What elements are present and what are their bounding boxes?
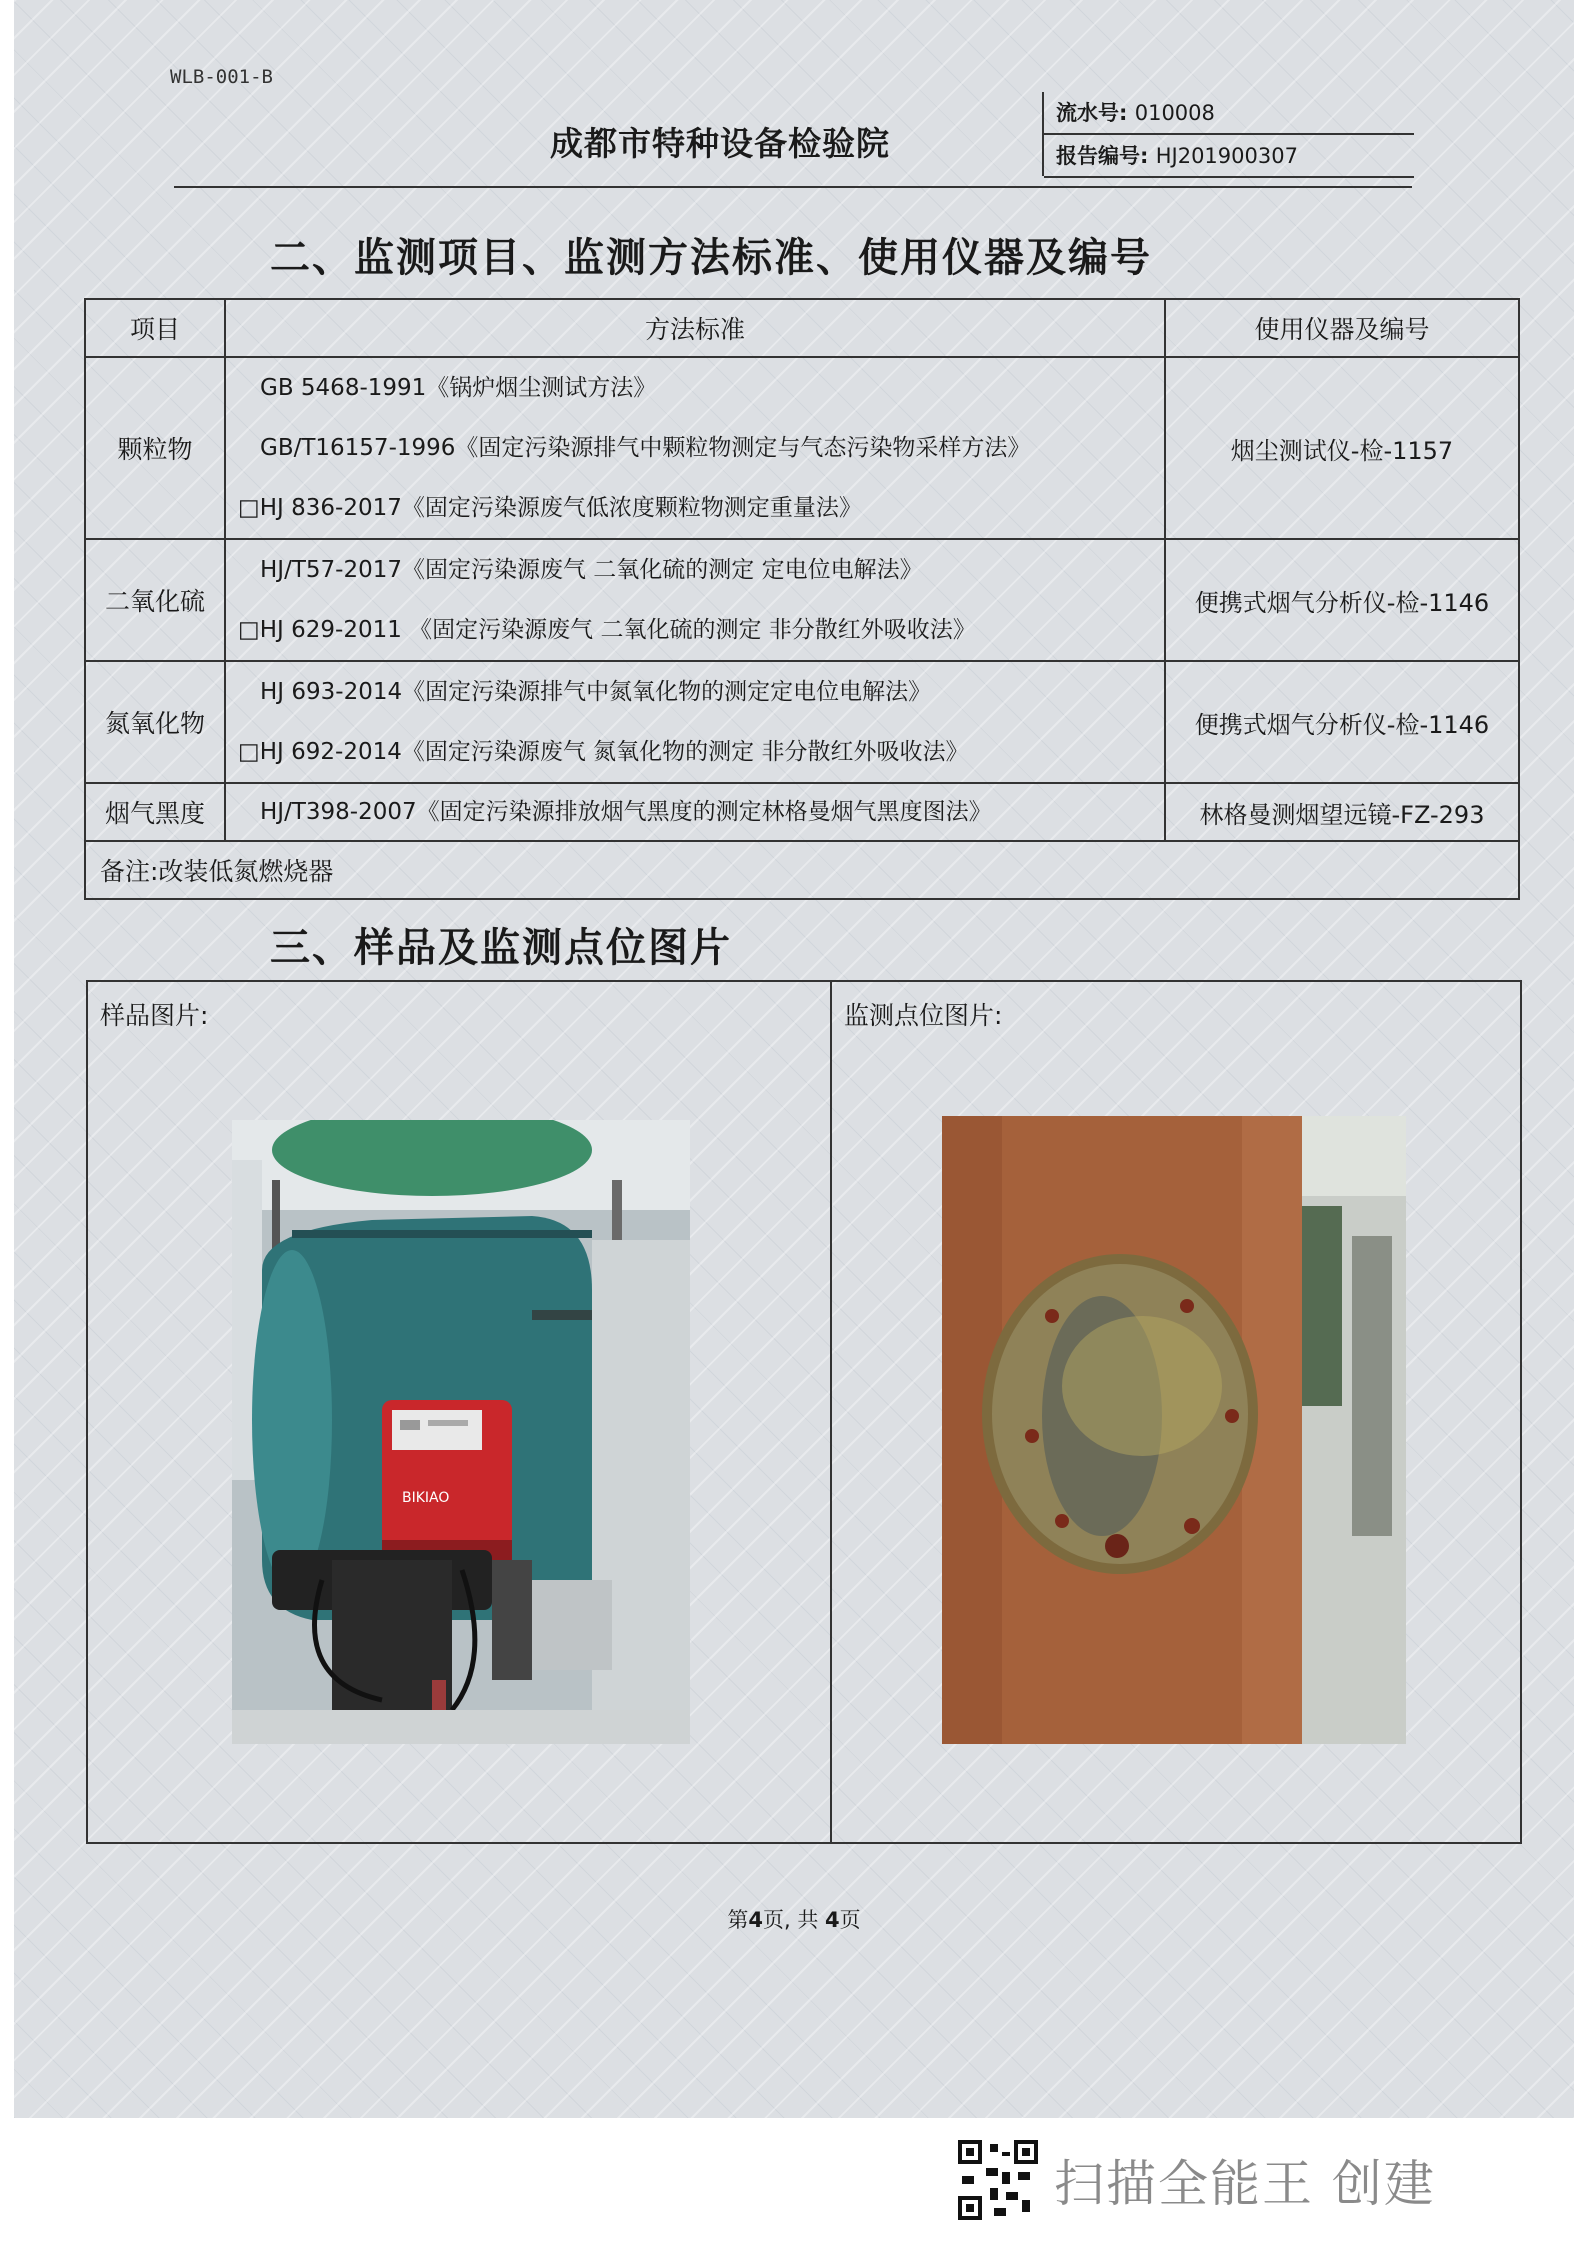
page-number: [14, 1904, 1574, 1934]
scanner-watermark: [958, 2140, 1436, 2220]
page-suffix: 页: [839, 1908, 861, 1932]
column-header-standard: 方法标准: [225, 299, 1165, 357]
section-2-title: 二、监测项目、监测方法标准、使用仪器及编号: [270, 235, 1152, 281]
table-row: [85, 539, 1519, 661]
standard-line: HJ/T57-2017《固定污染源废气 二氧化硫的测定 定电位电解法》: [260, 557, 923, 583]
form-code: WLB-001-B: [170, 66, 273, 88]
item-nitrogen-oxides: 氮氧化物: [85, 661, 225, 783]
item-particulate: 颗粒物: [85, 357, 225, 539]
photo-divider: [830, 982, 832, 1842]
serial-label: 流水号:: [1056, 101, 1128, 125]
burner-brand-label: BIKIAO: [402, 1490, 450, 1506]
organization-name: 成都市特种设备检验院: [550, 124, 890, 163]
standards-cell: [225, 539, 1165, 661]
note-cell: 备注:改装低氮燃烧器: [85, 841, 1519, 899]
standard-line: GB 5468-1991《锅炉烟尘测试方法》: [260, 375, 657, 401]
scanner-watermark-text: 扫描全能王 创建: [1054, 2155, 1436, 2213]
report-page: [14, 0, 1574, 2118]
standards-cell: [225, 661, 1165, 783]
item-smoke-blackness: 烟气黑度: [85, 783, 225, 841]
sample-photo-label: 样品图片:: [100, 1001, 209, 1030]
flange-port-image: [942, 1116, 1406, 1744]
standard-line: GB/T16157-1996《固定污染源排气中颗粒物测定与气态污染物采样方法》: [260, 435, 1031, 461]
column-header-item: 项目: [85, 299, 225, 357]
header-divider: [174, 186, 1412, 188]
methods-table: [84, 298, 1520, 900]
boiler-burner-image: [232, 1120, 690, 1744]
table-row: [85, 661, 1519, 783]
instrument-cell: 便携式烟气分析仪-检-1146: [1165, 661, 1519, 783]
standard-line: □HJ 836-2017《固定污染源废气低浓度颗粒物测定重量法》: [238, 495, 862, 521]
standards-cell: [225, 357, 1165, 539]
page-prefix: 第: [727, 1908, 749, 1932]
page-total: 4: [825, 1908, 840, 1932]
standard-line: □HJ 629-2011 《固定污染源废气 二氧化硫的测定 非分散红外吸收法》: [238, 617, 976, 643]
instrument-cell: 林格曼测烟望远镜-FZ-293: [1165, 783, 1519, 841]
page-current: 4: [748, 1908, 763, 1932]
qr-code-icon: [958, 2140, 1038, 2220]
serial-value: 010008: [1134, 101, 1215, 125]
item-sulfur-dioxide: 二氧化硫: [85, 539, 225, 661]
serial-number-row: [1044, 92, 1414, 135]
monitoring-point-photo: [942, 1116, 1406, 1744]
table-row: [85, 783, 1519, 841]
report-number-row: [1044, 135, 1414, 178]
standard-line: □HJ 692-2014《固定污染源废气 氮氧化物的测定 非分散红外吸收法》: [238, 739, 969, 765]
report-value: HJ201900307: [1155, 144, 1298, 168]
section-3-title: 三、样品及监测点位图片: [270, 925, 732, 971]
monitoring-point-photo-label: 监测点位图片:: [844, 1001, 1003, 1030]
instrument-cell: 便携式烟气分析仪-检-1146: [1165, 539, 1519, 661]
standard-line: HJ/T398-2007《固定污染源排放烟气黑度的测定林格曼烟气黑度图法》: [260, 799, 992, 825]
sample-photo: [232, 1120, 690, 1744]
serial-box: [1042, 92, 1414, 176]
page-mid: 页, 共: [762, 1908, 826, 1932]
photo-panel: [86, 980, 1522, 1844]
column-header-instrument: 使用仪器及编号: [1165, 299, 1519, 357]
report-label: 报告编号:: [1056, 144, 1149, 168]
standards-cell: [225, 783, 1165, 841]
standard-line: HJ 693-2014《固定污染源排气中氮氧化物的测定定电位电解法》: [260, 679, 932, 705]
instrument-cell: 烟尘测试仪-检-1157: [1165, 357, 1519, 539]
note-row: [85, 841, 1519, 899]
table-header-row: [85, 299, 1519, 357]
table-row: [85, 357, 1519, 539]
